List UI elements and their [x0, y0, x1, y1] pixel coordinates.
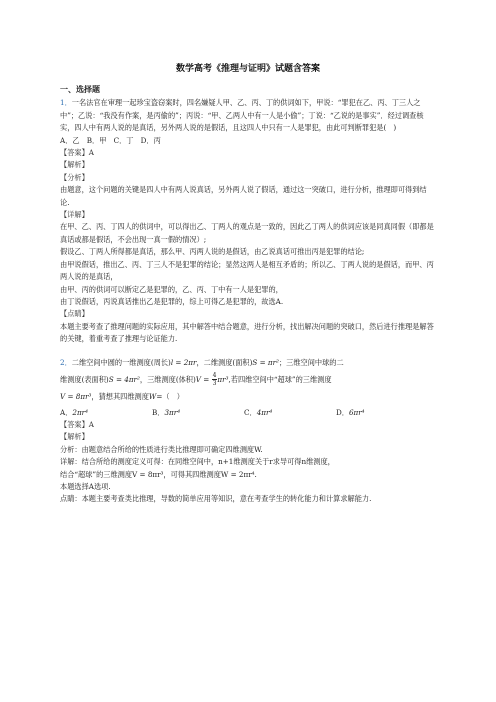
formula-surface: S = 4πr² — [108, 374, 140, 384]
question-1-jiexi-tag: 【解析】 — [60, 160, 89, 170]
fraction-denominator: 3 — [212, 380, 217, 388]
question-1-comment-tag: 【点睛】 — [60, 309, 89, 319]
formula-volume-lhs: V = — [195, 374, 210, 384]
question-1-detail-2: 假设乙、丁两人所得都是真话，那么甲、丙两人说的是假话，由乙说真话可推出丙是犯罪的结论; — [60, 247, 365, 257]
formula-area: S = πr² — [252, 357, 279, 367]
question-1-detail-tag: 【详解】 — [60, 210, 89, 220]
option-b-value: 3πr⁴ — [164, 407, 181, 417]
option-c-label: C． — [244, 407, 257, 417]
question-1-analysis-tag: 【分析】 — [60, 172, 89, 182]
question-2-text-3c: =（ ） — [156, 391, 184, 401]
option-d-value: 6πr⁴ — [348, 407, 365, 417]
question-2-line-3 — [60, 390, 434, 404]
question-1-text: 一名法官在审理一起珍宝盗窃案时，四名嫌疑人甲、乙、丙、丁的供词如下，甲说：“罪犯在乙、丙、丁三人之中”；乙说：“我没有作案，是丙偷的”；丙说：“甲、乙两人中有一人是小偷”；丁说：“乙说的是事实”．经过调查核实，四人中有两人说的是真话，另外两人说的是假话，且这四人中只有一人是罪犯，由此可判断罪犯是( ) — [60, 98, 424, 133]
option-a-label: A． — [60, 407, 73, 417]
question-2-line-1 — [60, 356, 434, 370]
formula-circumference: l = 2πr — [170, 357, 197, 367]
option-c-value: 4πr⁴ — [256, 407, 273, 417]
question-1-number: 1． — [60, 98, 72, 108]
question-2-options — [60, 407, 434, 419]
option-b-label: B． — [152, 407, 165, 417]
question-2-choose: 本题选择A选项. — [60, 481, 111, 491]
section-heading: 一、选择题 — [60, 85, 100, 94]
question-2-text-1a: 二维空间中圆的一维测度(周长) — [71, 357, 171, 367]
question-2-detail-2: 结合“超球”的三维测度V = 8πr³，可得其四维测度W = 2πr⁴. — [60, 469, 257, 479]
document-body — [60, 84, 434, 506]
question-2-answer: 【答案】A — [60, 419, 94, 429]
question-1-detail-1: 在甲、乙、丙、丁四人的供词中，可以得出乙、丁两人的观点是一致的，因此乙丁两人的供词应该是同真同假（即都是真话或都是假话，不会出现一真一假的情况）; — [60, 222, 434, 244]
option-d — [336, 407, 365, 419]
question-2-text-2c: ,若四维空间中“超球”的三维测度 — [228, 374, 332, 384]
option-c — [244, 407, 336, 419]
document-title: 数学高考《推理与证明》试题含答案 — [175, 64, 320, 74]
question-1-options: A．乙 B．甲 C．丁 D．丙 — [60, 135, 161, 145]
question-2-analysis: 分析：由题意结合所给的性质进行类比推理即可确定四维测度W. — [60, 444, 263, 454]
question-1-stem — [60, 97, 434, 134]
question-2-detail-1: 详解：结合所给的测度定义可得：在同维空间中，n+1维测度关于r求导可得n维测度， — [60, 457, 335, 467]
option-b — [152, 407, 244, 419]
question-2-text-2a: 维测度(表面积) — [60, 374, 109, 384]
formula-w: W — [148, 391, 157, 401]
question-1-answer: 【答案】A — [60, 148, 94, 158]
question-1-detail-5: 由丁说假话，丙说真话推出乙是犯罪的，综上可得乙是犯罪的，故选A. — [60, 296, 284, 306]
formula-volume-rhs: πr³ — [217, 374, 229, 384]
question-2-text-1c: ；三维空间中球的二 — [278, 357, 344, 367]
question-1-detail-3: 由甲说假话，推出乙、丙、丁三人不是犯罪的结论；显然这两人是相互矛盾的；所以乙、丁两人说的是假话，而甲、丙两人说的是真话， — [60, 259, 434, 282]
question-2-text-3b: ，猜想其四维测度 — [91, 391, 149, 401]
question-1-analysis: 由题意，这个问题的关键是四人中有两人说真话，另外两人说了假话，通过这一突破口，进行分析，推理即可得到结论. — [60, 185, 427, 207]
fraction-numerator: 4 — [212, 372, 217, 380]
question-2-number: 2． — [60, 357, 72, 367]
option-a — [60, 407, 152, 419]
option-a-value: 2πr⁴ — [72, 407, 89, 417]
question-1-comment: 本题主要考查了推理问题的实际应用，其中解答中结合题意，进行分析，找出解决问题的突破口，然后进行推理是解答的关键，着重考查了推理与论证能力. — [60, 321, 434, 344]
question-2-line-2 — [60, 370, 434, 390]
formula-hypersphere: V = 8πr³ — [60, 391, 92, 401]
question-2-text-2b: ，三维测度(体积) — [139, 374, 196, 384]
question-2-text-1b: ，二维测度(面积) — [196, 357, 253, 367]
question-2-jiexi-tag: 【解析】 — [60, 432, 89, 442]
question-1-detail-4: 由甲、丙的供词可以断定乙是犯罪的，乙、丙、丁中有一人是犯罪的， — [60, 284, 283, 294]
question-2-comment: 点睛：本题主要考查类比推理，导数的简单应用等知识，意在考查学生的转化能力和计算求解能力. — [60, 494, 372, 504]
option-d-label: D． — [336, 407, 349, 417]
